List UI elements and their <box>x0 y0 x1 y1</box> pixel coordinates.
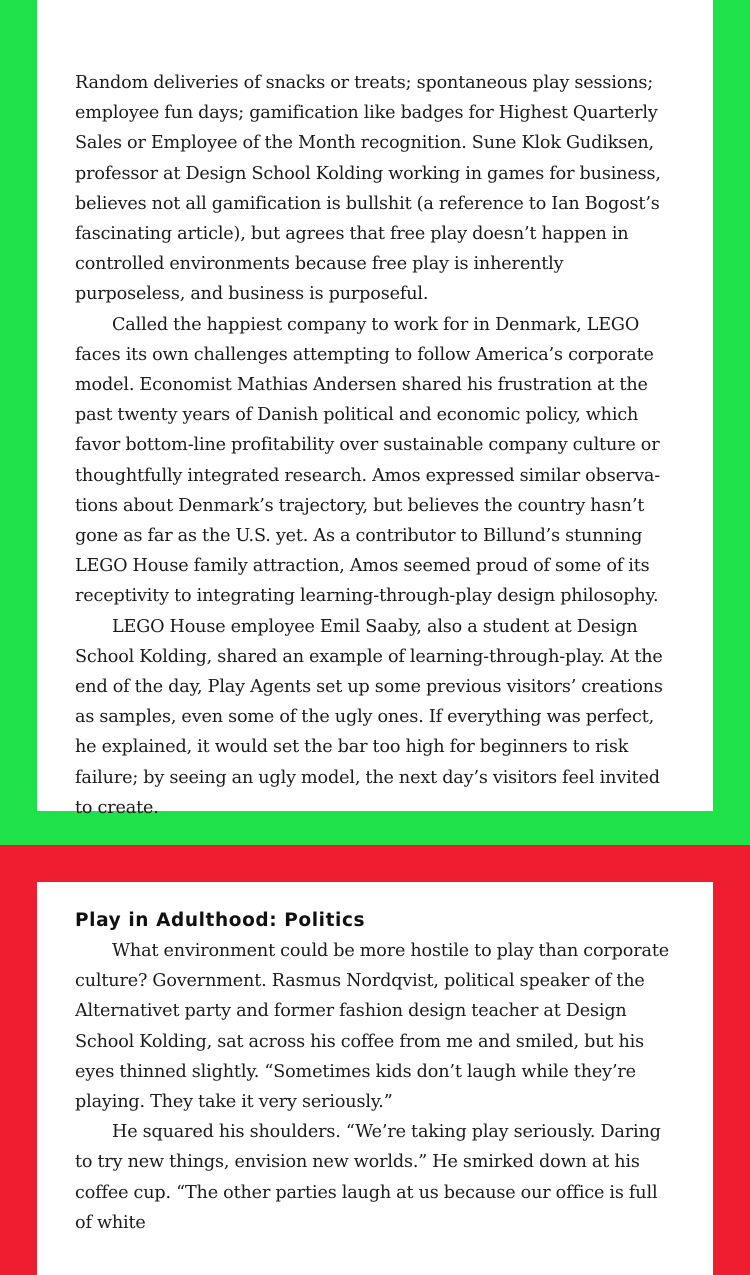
section-heading: Play in Adulthood: Politics <box>75 910 366 931</box>
body-paragraph: What environment could be more hostile to play than corporate culture? Government. Rasmus Nordqvist, political speaker of the Alternativet party and former fashion design teacher at Design School Kolding, sat across his coffee from me and smiled, but his eyes thinned slightly. “Sometimes kids don’t laugh while they’re playing. They take it very seriously.” <box>75 941 670 1113</box>
body-paragraph: He squared his shoulders. “We’re taking play seriously. Daring to try new things, envision new worlds.” He smirked down at his coffee cup. “The other parties laugh at us because our office is full of white <box>75 1122 661 1233</box>
body-paragraph: Called the happiest company to work for in Denmark, LEGO faces its own challenges attempting to follow America’s corporate model. Economist Mathias Andersen shared his frustration at the past twenty years of Danish political and economic policy, which favor bottom-line profitability over sustainable company culture or thoughtfully integrated research. Amos expressed similar observations about Denmark’s trajectory, but believes the country hasn’t gone as far as the U.S. yet. As a contributor to Billund’s stunning LEGO House family attraction, Amos seemed proud of some of its receptivity to integrating learning-through-play design philosophy. <box>75 314 661 607</box>
body-paragraph: Random deliveries of snacks or treats; spontaneous play sessions; employee fun days; gamification like badges for Highest Quarterly Sales or Employee of the Month recognition. Sune Klok Gudiksen, professor at Design School Kolding working in games for business, believes not all gamification is bullshit (a reference to Ian Bogost’s fascinating article), but agrees that free play doesn’t happen in controlled environments because free play is inherently purposeless, and business is purposeful. <box>75 73 661 305</box>
top-text-card <box>37 0 713 818</box>
body-paragraph: LEGO House employee Emil Saaby, also a student at Design School Kolding, shared an example of learning-through-play. At the end of the day, Play Agents set up some previous visitors’ creations as samples, even some of the ugly ones. If everything was perfect, he explained, it would set the bar too high for beginners to risk failure; by seeing an ugly model, the next day’s visitors feel invited to create. <box>75 616 663 818</box>
bottom-text-card <box>37 882 713 1275</box>
